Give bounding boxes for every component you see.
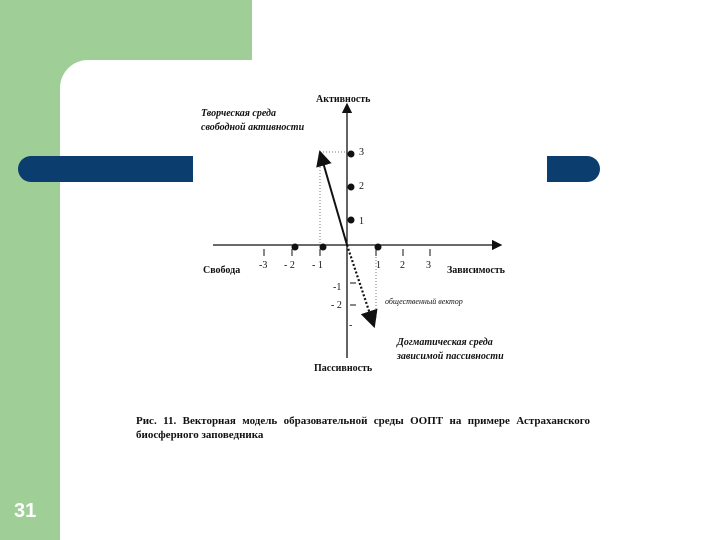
point-x-minus-1: [320, 244, 327, 251]
vector-label: общественный вектор: [385, 297, 463, 306]
x-tick-label: 3: [426, 260, 431, 271]
point-y-2: [348, 184, 355, 191]
point-y-1: [348, 217, 355, 224]
x-tick-label: - 2: [284, 260, 295, 271]
vector-model-figure: [193, 80, 547, 390]
quadrant-label-creative: свободной активности: [201, 122, 305, 133]
axis-label-top: Активность: [316, 94, 371, 105]
axis-label-left: Свобода: [203, 265, 241, 276]
point-x-minus-2: [292, 244, 299, 251]
point-y-3: [348, 151, 355, 158]
x-tick-label: 1: [376, 260, 381, 271]
point-x-1: [375, 244, 382, 251]
quadrant-label-dogmatic: Догматическая среда: [397, 337, 493, 348]
x-tick-label: - 1: [312, 260, 323, 271]
slide-number: 31: [14, 500, 37, 522]
public-vector-arrow: [347, 245, 374, 326]
y-tick-label: -1: [333, 282, 342, 293]
figure-caption: Рис. 11. Векторная модель образовательной среды ООПТ на примере Астраханского биосферного заповедника: [136, 415, 590, 441]
y-tick-label: 2: [359, 181, 364, 192]
y-tick-label: - 2: [331, 300, 342, 311]
creative-vector-arrow: [320, 152, 347, 245]
decorative-green-strip: [0, 0, 60, 540]
axis-label-bottom: Пассивность: [314, 363, 373, 374]
quadrant-label-dogmatic: зависимой пассивности: [397, 351, 504, 362]
quadrant-label-creative: Творческая среда: [201, 108, 277, 119]
x-tick-label: -3: [259, 260, 268, 271]
axis-label-right: Зависимость: [447, 265, 505, 276]
y-tick-label: 1: [359, 216, 364, 227]
x-tick-label: 2: [400, 260, 405, 271]
y-tick-label: 3: [359, 147, 364, 158]
vector-model-diagram: [193, 80, 547, 390]
y-tick-label: -: [349, 320, 353, 331]
